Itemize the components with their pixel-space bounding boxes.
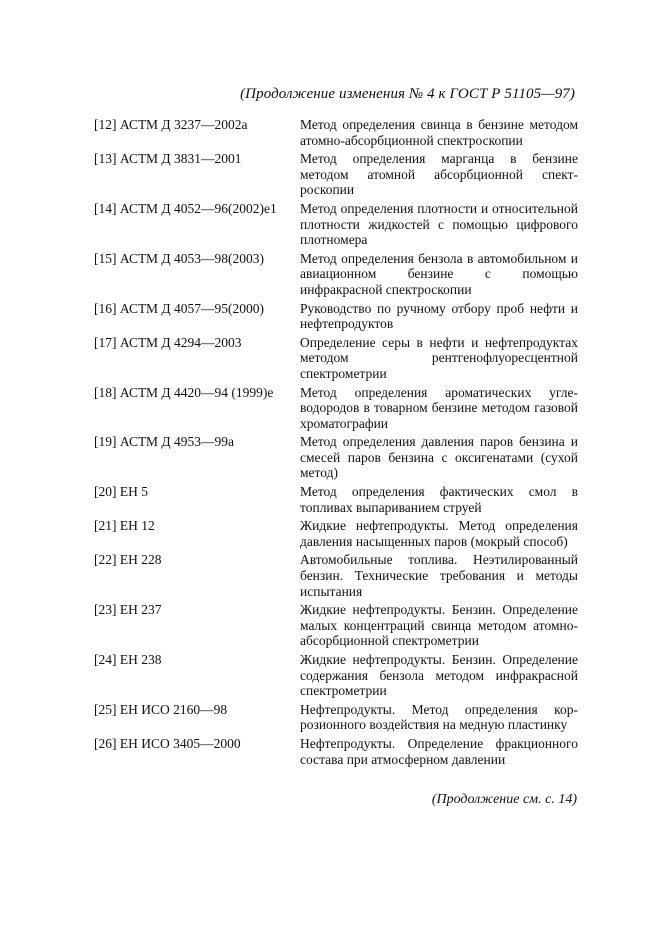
page-footer-continuation: (Продолжение см. с. 14) xyxy=(431,792,577,807)
reference-code: [22] ЕН 228 xyxy=(94,552,162,568)
reference-description: Жидкие нефтепродукты. Метод определения давления насыщенных паров (мокрый способ) xyxy=(300,518,578,549)
reference-item xyxy=(94,602,578,649)
reference-item xyxy=(94,702,578,733)
reference-list xyxy=(94,117,578,770)
reference-item xyxy=(94,251,578,298)
reference-item xyxy=(94,434,578,481)
reference-description: Жидкие нефтепродукты. Бензин. Определение малых концентраций свинца методом атомно-абсорбционной спектрометрии xyxy=(300,602,578,649)
reference-description: Метод определения марганца в бензине методом атомной абсорбционной спектроскопии xyxy=(300,151,578,198)
reference-description: Метод определения ароматических углеводородов в товарном бензине методом газовой хроматографии xyxy=(300,384,578,431)
reference-code: [21] ЕН 12 xyxy=(94,518,155,534)
reference-code: [20] ЕН 5 xyxy=(94,484,148,500)
reference-item xyxy=(94,736,578,767)
reference-code: [26] ЕН ИСО 3405—2000 xyxy=(94,735,241,751)
reference-code: [25] ЕН ИСО 2160—98 xyxy=(94,701,228,717)
reference-description: Жидкие нефтепродукты. Бензин. Определение содержания бензола методом инфракрасной спектрометрии xyxy=(300,652,578,699)
reference-code: [18] АСТМ Д 4420—94 (1999)е xyxy=(94,384,274,400)
reference-description: Метод определения плотности и относительной плотности жидкостей с помощью цифрового плотномера xyxy=(300,200,578,248)
reference-item xyxy=(94,484,578,515)
reference-item xyxy=(94,518,578,549)
page-header-continuation: (Продолжение изменения № 4 к ГОСТ Р 51105—97) xyxy=(240,86,575,102)
reference-item xyxy=(94,652,578,699)
reference-description: Метод определения свинца в бензине методом атомно-абсорбционной спектроскопии xyxy=(300,117,578,148)
reference-item xyxy=(94,301,578,332)
reference-code: [13] АСТМ Д 3831—2001 xyxy=(94,151,242,167)
reference-description: Нефтепродукты. Метод определения коррозионного воздействия на медную пластинку xyxy=(300,701,578,733)
reference-item xyxy=(94,201,578,248)
reference-code: [17] АСТМ Д 4294—2003 xyxy=(94,334,242,350)
reference-code: [23] ЕН 237 xyxy=(94,602,162,618)
reference-description: Метод определения давления паров бензина и смесей паров бензина с оксигенатами (сухой метод) xyxy=(300,434,578,481)
reference-code: [14] АСТМ Д 4052—96(2002)е1 xyxy=(94,200,277,216)
reference-code: [15] АСТМ Д 4053—98(2003) xyxy=(94,250,264,266)
reference-description: Руководство по ручному отбору проб нефти и нефтепродуктов xyxy=(300,300,578,332)
reference-description: Метод определения фактических смол в топливах выпариванием струей xyxy=(300,484,578,515)
reference-description: Нефтепродукты. Определение фракционного состава при атмосферном давлении xyxy=(300,735,578,767)
reference-item xyxy=(94,151,578,198)
reference-code: [19] АСТМ Д 4953—99а xyxy=(94,434,234,450)
reference-description: Автомобильные топлива. Неэтилированный бензин. Технические требования и методы испытания xyxy=(300,552,578,599)
reference-description: Определение серы в нефти и нефтепродуктах методом рентгенофлуоресцентной спектрометрии xyxy=(300,334,578,381)
reference-code: [16] АСТМ Д 4057—95(2000) xyxy=(94,300,264,316)
reference-code: [12] АСТМ Д 3237—2002а xyxy=(94,117,248,132)
reference-item xyxy=(94,117,578,148)
reference-item xyxy=(94,552,578,599)
reference-code: [24] ЕН 238 xyxy=(94,652,162,667)
reference-item xyxy=(94,335,578,382)
reference-description: Метод определения бензола в автомобильном и авиационном бензине с помощью инфракрасной спектроскопии xyxy=(300,250,578,297)
reference-item xyxy=(94,385,578,432)
